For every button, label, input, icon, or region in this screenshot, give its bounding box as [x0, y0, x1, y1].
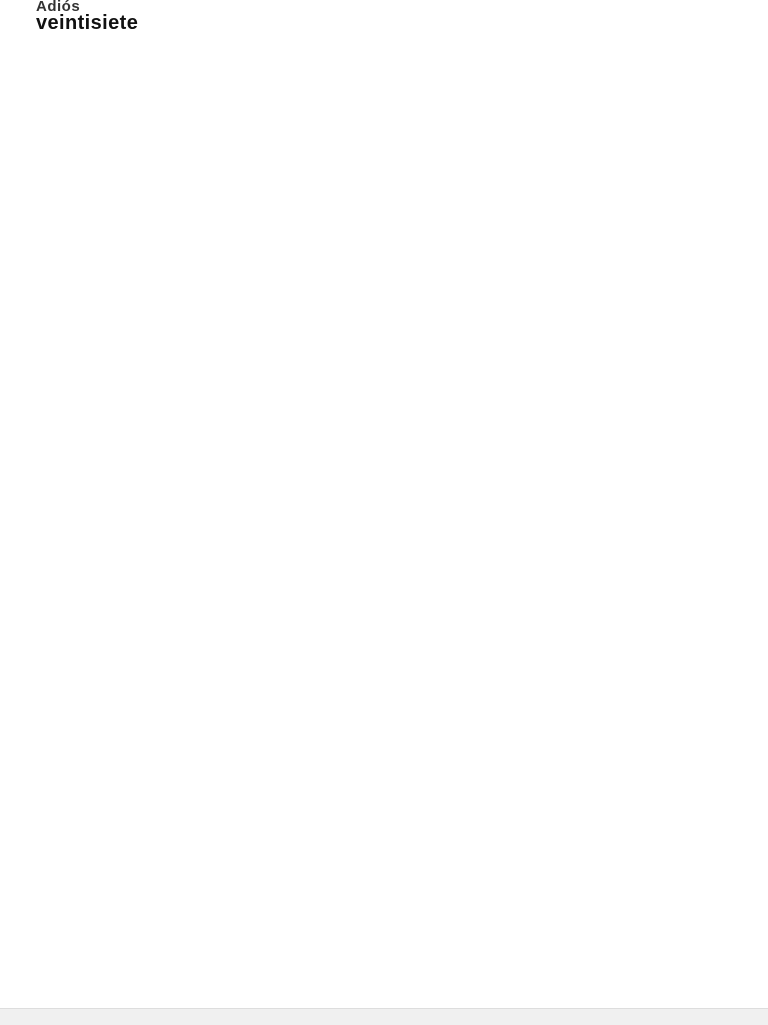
footer-bar: [0, 1008, 768, 1025]
chapter-title: veintisiete: [36, 12, 139, 34]
page: [36, 0, 726, 983]
site-header: [36, 0, 726, 14]
site-title[interactable]: Adiós: [36, 0, 81, 15]
story-body: [36, 35, 726, 983]
